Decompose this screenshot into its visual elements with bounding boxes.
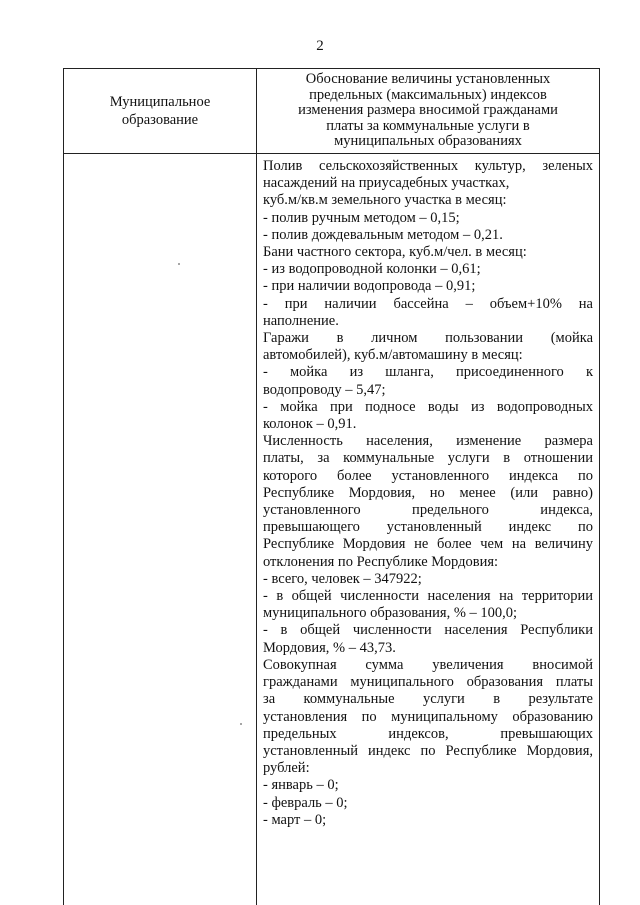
justification-line: - в общей численности населения Республики bbox=[263, 622, 593, 639]
justification-line: рублей: bbox=[263, 760, 310, 777]
header-justification-line: предельных (максимальных) индексов bbox=[309, 86, 547, 103]
justification-line: - январь – 0; bbox=[263, 777, 339, 794]
justification-line: превышающего установленный индекс по bbox=[263, 519, 593, 536]
justification-line: установленный индекс по Республике Мордовия, bbox=[263, 742, 593, 759]
justification-line: установленного предельного индекса, bbox=[263, 502, 593, 519]
justification-line: за коммунальные услуги в результате bbox=[263, 691, 593, 708]
justification-line: Полив сельскохозяйственных культур, зеленых bbox=[263, 158, 593, 174]
header-justification-cell bbox=[257, 69, 600, 154]
justification-line: Мордовия, % – 43,73. bbox=[263, 639, 396, 656]
justification-line: муниципального образования, % – 100,0; bbox=[263, 605, 518, 622]
justification-line: Совокупная сумма увеличения вносимой bbox=[263, 656, 593, 673]
header-municipality-line: образование bbox=[121, 112, 199, 128]
justification-line: - в общей численности населения на территории bbox=[263, 588, 593, 605]
justification-line: которого более установленного индекса по bbox=[263, 467, 593, 484]
header-justification-line: Обоснование величины установленных bbox=[305, 71, 551, 88]
justification-line: куб.м/кв.м земельного участка в месяц: bbox=[263, 192, 507, 209]
header-justification-line: изменения размера вносимой гражданами bbox=[298, 102, 558, 119]
justification-line: гражданами муниципального образования платы bbox=[263, 674, 593, 691]
justification-line: Республике Мордовия не более чем на величину bbox=[263, 536, 593, 553]
justification-line: - март – 0; bbox=[263, 811, 327, 828]
justification-line: колонок – 0,91. bbox=[263, 416, 357, 433]
scan-speck bbox=[178, 263, 180, 265]
table-header-row bbox=[64, 69, 600, 154]
justification-line: Численность населения, изменение размера bbox=[263, 433, 593, 450]
justification-line: Республике Мордовия, но менее (или равно) bbox=[263, 484, 593, 501]
header-justification-line: платы за коммунальные услуги в bbox=[326, 117, 530, 134]
justification-line: - при наличии бассейна – объем+10% на bbox=[263, 295, 593, 312]
justification-line: Бани частного сектора, куб.м/чел. в месяц: bbox=[263, 244, 527, 261]
justification-line: предельных индексов, превышающих bbox=[263, 725, 593, 742]
justification-line: водопроводу – 5,47; bbox=[263, 381, 386, 398]
justification-line: установления по муниципальному образованию bbox=[263, 708, 593, 725]
justification-line: - из водопроводной колонки – 0,61; bbox=[263, 261, 481, 278]
page-number: 2 bbox=[316, 38, 324, 54]
justification-line: - всего, человек – 347922; bbox=[263, 570, 422, 587]
justification-table bbox=[63, 68, 600, 905]
justification-line: наполнение. bbox=[263, 312, 339, 329]
header-justification-line: муниципальных образованиях bbox=[334, 133, 522, 150]
justification-line: платы, за коммунальные услуги в отношении bbox=[263, 450, 593, 467]
justification-line: - февраль – 0; bbox=[263, 794, 348, 811]
justification-line: насаждений на приусадебных участках, bbox=[263, 175, 510, 192]
table-body-row bbox=[64, 154, 600, 905]
justification-line: автомобилей), куб.м/автомашину в месяц: bbox=[263, 347, 523, 364]
justification-line: - при наличии водопровода – 0,91; bbox=[263, 278, 476, 295]
justification-line: - мойка при подносе воды из водопроводных bbox=[263, 398, 593, 415]
municipality-cell bbox=[64, 154, 257, 905]
justification-line: - полив дождевальным методом – 0,21. bbox=[263, 226, 503, 243]
justification-cell bbox=[257, 154, 600, 905]
justification-line: Гаражи в личном пользовании (мойка bbox=[263, 330, 593, 347]
justification-text bbox=[263, 158, 593, 829]
justification-line: отклонения по Республике Мордовия: bbox=[263, 553, 499, 570]
justification-line: - полив ручным методом – 0,15; bbox=[263, 209, 460, 226]
scan-speck bbox=[240, 723, 242, 725]
header-municipality-cell bbox=[64, 69, 257, 154]
header-municipality-line: Муниципальное bbox=[109, 94, 211, 110]
justification-line: - мойка из шланга, присоединенного к bbox=[263, 364, 593, 381]
